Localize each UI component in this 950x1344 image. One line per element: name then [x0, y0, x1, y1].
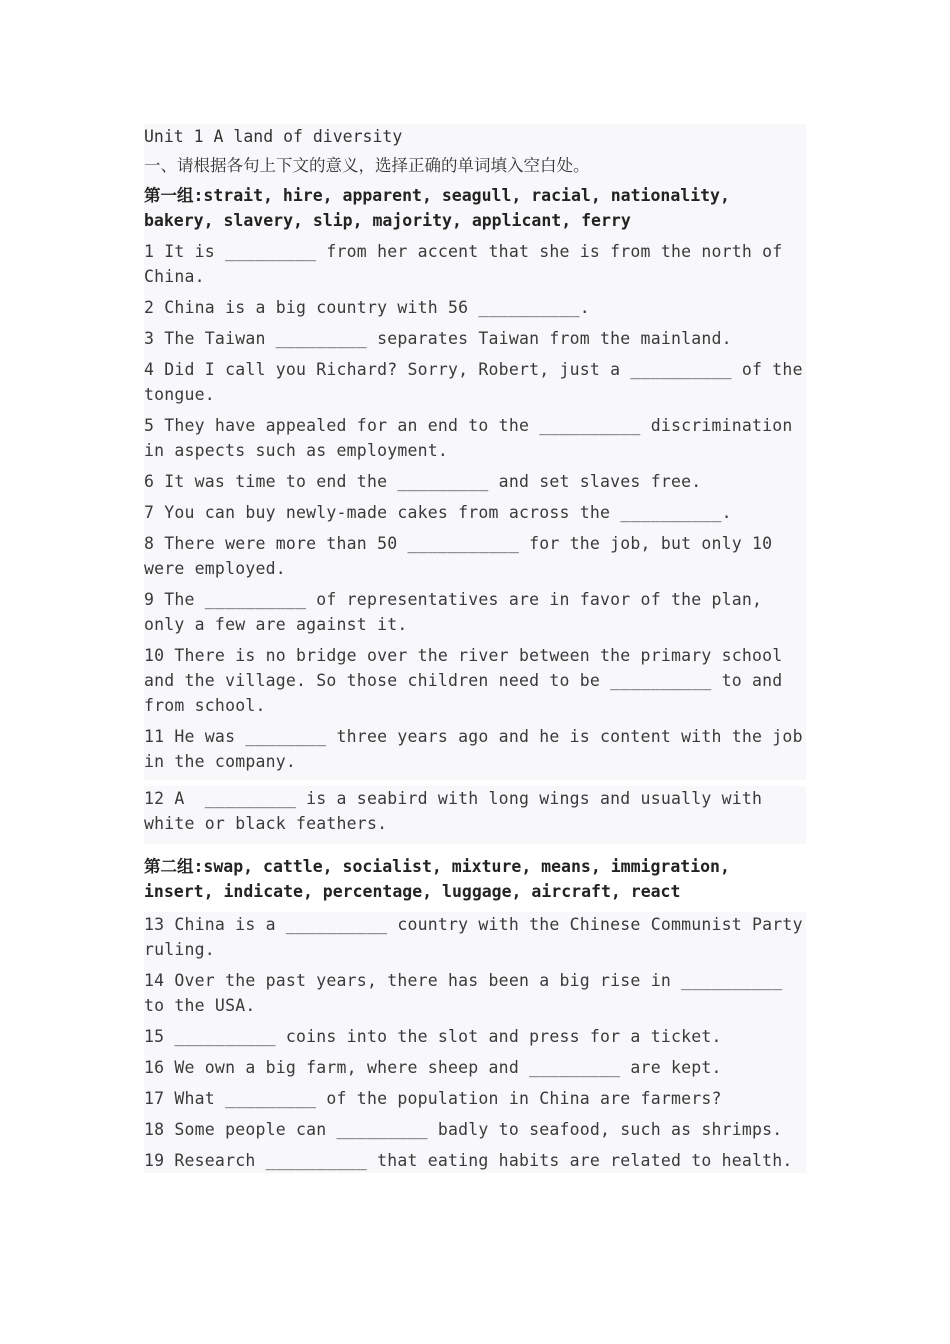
group2-header: 第二组:swap, cattle, socialist, mixture, means, immigration, insert, indicate, percentage, luggage, aircraft, react — [144, 857, 740, 901]
group1-header: 第一组:strait, hire, apparent, seagull, racial, nationality, bakery, slavery, slip, majority, applicant, ferry — [144, 186, 740, 230]
exercise-item-17: 17 What _________ of the population in China are farmers? — [144, 1089, 722, 1108]
exercise-item-1: 1 It is _________ from her accent that she is from the north of China. — [144, 242, 793, 286]
content-block-1 — [144, 124, 813, 780]
exercise-item-8: 8 There were more than 50 ___________ for the job, but only 10 were employed. — [144, 534, 783, 578]
exercise-item-19: 19 Research __________ that eating habits are related to health. — [144, 1151, 793, 1170]
exercise-item-7: 7 You can buy newly-made cakes from across the __________. — [144, 503, 732, 522]
exercise-item-16: 16 We own a big farm, where sheep and _________ are kept. — [144, 1058, 722, 1077]
exercise-item-14: 14 Over the past years, there has been a big rise in __________ to the USA. — [144, 971, 793, 1015]
exercise-item-3: 3 The Taiwan _________ separates Taiwan from the mainland. — [144, 329, 732, 348]
document-page — [144, 124, 813, 1173]
exercise-item-15: 15 __________ coins into the slot and press for a ticket. — [144, 1027, 722, 1046]
instruction: 一、请根据各句上下文的意义，选择正确的单词填入空白处。 — [144, 156, 590, 175]
exercise-item-9: 9 The __________ of representatives are in favor of the plan, only a few are against it. — [144, 590, 773, 634]
exercise-item-18: 18 Some people can _________ badly to seafood, such as shrimps. — [144, 1120, 783, 1139]
exercise-item-6: 6 It was time to end the _________ and set slaves free. — [144, 472, 702, 491]
content-block-2 — [144, 786, 806, 844]
exercise-item-13: 13 China is a __________ country with the Chinese Communist Party ruling. — [144, 915, 813, 959]
exercise-item-2: 2 China is a big country with 56 __________. — [144, 298, 590, 317]
unit-title: Unit 1 A land of diversity — [144, 127, 403, 146]
exercise-item-5: 5 They have appealed for an end to the __________ discrimination in aspects such as employment. — [144, 416, 803, 460]
exercise-item-12: 12 A _________ is a seabird with long wings and usually with white or black feathers. — [144, 789, 773, 833]
exercise-item-11: 11 He was ________ three years ago and he is content with the job in the company. — [144, 727, 813, 771]
exercise-item-10: 10 There is no bridge over the river between the primary school and the village. So those children need to be __________ to and from school. — [144, 646, 793, 715]
exercise-item-4: 4 Did I call you Richard? Sorry, Robert, just a __________ of the tongue. — [144, 360, 813, 404]
content-block-3 — [144, 912, 813, 1173]
